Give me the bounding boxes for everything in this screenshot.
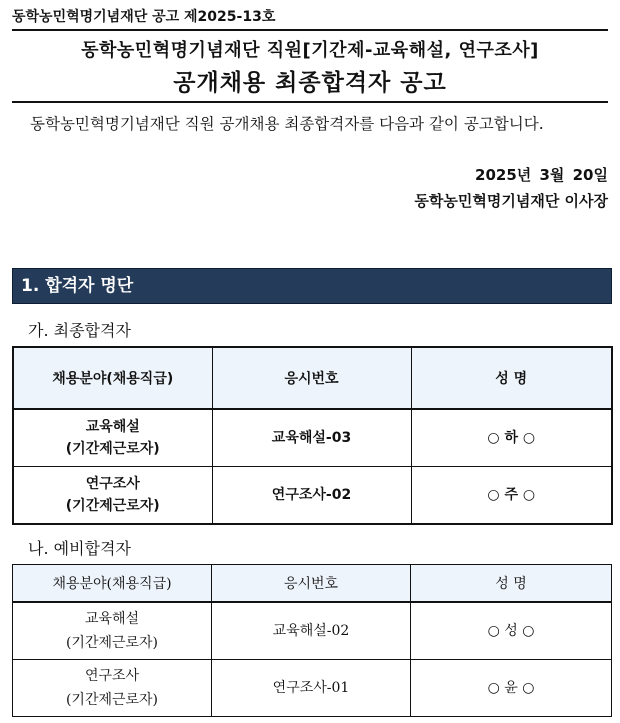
field-name: 교육해설 — [85, 419, 140, 435]
field-rank: (기간제근로자) — [65, 441, 160, 457]
signer: 동학농민혁명기념재단 이사장 — [414, 192, 608, 210]
column-header-number: 응시번호 — [212, 347, 411, 409]
notice-title-line1: 동학농민혁명기념재단 직원[기간제-교육해설, 연구조사] — [81, 40, 539, 61]
table-row — [13, 409, 612, 467]
table-row — [13, 467, 612, 525]
applicant-number: 연구조사-02 — [212, 467, 411, 525]
column-header-number: 응시번호 — [212, 565, 411, 603]
field-cell — [13, 602, 212, 660]
title-divider — [12, 101, 608, 103]
column-header-name: 성 명 — [411, 565, 612, 603]
table-header-row — [13, 565, 612, 603]
field-rank: (기간제근로자) — [65, 498, 160, 514]
field-cell — [13, 660, 212, 717]
column-header-field: 채용분야(채용직급) — [13, 347, 212, 409]
applicant-number: 교육해설-03 — [212, 409, 411, 467]
reserve-subheading: 나. 예비합격자 — [28, 539, 131, 558]
applicant-number: 연구조사-01 — [212, 660, 411, 717]
field-rank: (기간제근로자) — [65, 635, 159, 651]
notice-title-line2: 공개채용 최종합격자 공고 — [173, 70, 447, 96]
top-divider — [12, 29, 608, 31]
field-cell — [13, 467, 212, 525]
applicant-number: 교육해설-02 — [212, 602, 411, 660]
field-cell — [13, 409, 212, 467]
applicant-name: ○ 성 ○ — [411, 602, 612, 660]
applicant-name: ○ 하 ○ — [411, 409, 612, 467]
final-subheading: 가. 최종합격자 — [28, 321, 131, 340]
field-name: 연구조사 — [84, 668, 140, 684]
applicant-name: ○ 윤 ○ — [411, 660, 612, 717]
notice-number: 동학농민혁명기념재단 공고 제2025-13호 — [12, 9, 276, 25]
column-header-name: 성 명 — [411, 347, 612, 409]
field-name: 교육해설 — [84, 611, 140, 627]
reserve-table — [12, 564, 612, 717]
field-name: 연구조사 — [85, 476, 140, 492]
applicant-name: ○ 주 ○ — [411, 467, 612, 525]
section-heading: 1. 합격자 명단 — [12, 268, 612, 304]
column-header-field: 채용분야(채용직급) — [13, 565, 212, 603]
notice-date: 2025년 3월 20일 — [475, 166, 608, 184]
field-rank: (기간제근로자) — [65, 692, 159, 708]
table-row — [13, 602, 612, 660]
table-row — [13, 660, 612, 717]
final-table — [12, 346, 613, 525]
table-header-row — [13, 347, 612, 409]
notice-body: 동학농민혁명기념재단 직원 공개채용 최종합격자를 다음과 같이 공고합니다. — [30, 115, 544, 133]
